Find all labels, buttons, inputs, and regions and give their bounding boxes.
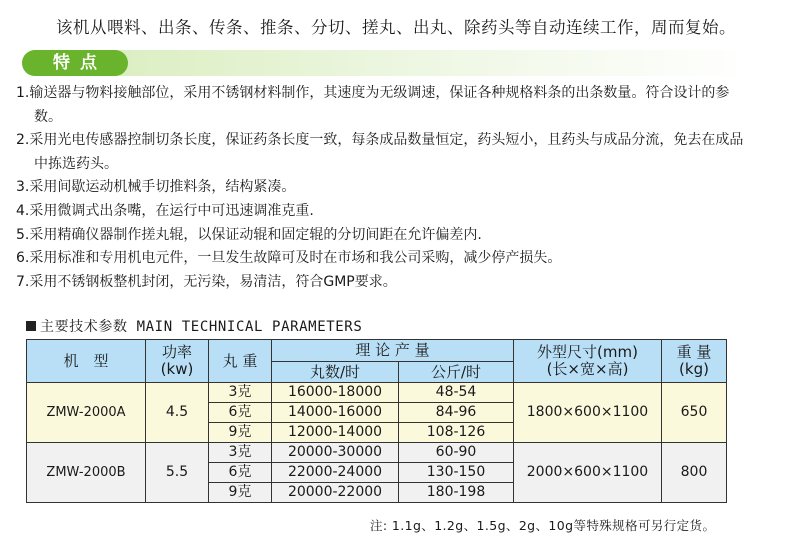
intro-text: 该机从喂料、出条、传条、推条、分切、搓丸、出丸、除药头等自动连续工作，周而复始。 xyxy=(56,18,736,37)
power-cell: 5.5 xyxy=(146,443,209,503)
header-kg-per-hour: 公斤/时 xyxy=(399,362,514,383)
features-banner xyxy=(22,50,754,76)
feature-item: 7.采用不锈钢板整机封闭，无污染，易清洁，符合GMP要求。 xyxy=(16,273,397,290)
header-weight-l2: (kg) xyxy=(679,360,709,378)
params-title: 主要技术参数 MAIN TECHNICAL PARAMETERS xyxy=(40,319,363,335)
features-title: 特点 xyxy=(22,50,128,76)
model-cell: ZMW-2000A xyxy=(27,383,146,443)
weight-cell: 650 xyxy=(662,383,727,443)
kg-per-hour-cell: 84-96 xyxy=(399,403,514,423)
header-power xyxy=(146,340,209,383)
header-dims xyxy=(514,340,662,383)
header-weight xyxy=(662,340,727,383)
weight-cell: 800 xyxy=(662,443,727,503)
pills-per-hour-cell: 12000-14000 xyxy=(272,423,399,443)
kg-per-hour-cell: 130-150 xyxy=(399,463,514,483)
header-model: 机 型 xyxy=(27,340,146,383)
header-pills-per-hour: 丸数/时 xyxy=(272,362,399,383)
kg-per-hour-cell: 48-54 xyxy=(399,383,514,403)
square-bullet-icon xyxy=(26,321,36,331)
pill-weight-cell: 3克 xyxy=(209,383,272,403)
kg-per-hour-cell: 60-90 xyxy=(399,443,514,463)
params-heading xyxy=(26,316,362,336)
table-header-row xyxy=(27,340,727,362)
table-row xyxy=(27,443,727,463)
kg-per-hour-cell: 108-126 xyxy=(399,423,514,443)
feature-item: 3.采用间歇运动机械手切推料条，结构紧凑。 xyxy=(16,179,296,196)
pills-per-hour-cell: 20000-22000 xyxy=(272,483,399,503)
pills-per-hour-cell: 20000-30000 xyxy=(272,443,399,463)
header-dims-l1: 外型尺寸(mm) xyxy=(537,343,638,361)
model-cell: ZMW-2000B xyxy=(27,443,146,503)
header-power-l1: 功率 xyxy=(161,343,192,361)
feature-item: 1.输送器与物料接触部位，采用不锈钢材料制作，其速度为无级调速，保证各种规格料条的出条数量。符合设计的参数。 xyxy=(16,85,730,125)
header-dims-l2: (长×宽×高) xyxy=(546,360,629,378)
parameters-table xyxy=(26,339,727,503)
header-pill-weight: 丸 重 xyxy=(209,340,272,383)
pill-weight-cell: 6克 xyxy=(209,463,272,483)
footnote: 注: 1.1g、1.2g、1.5g、2g、10g等特殊规格可另行定货。 xyxy=(370,518,716,533)
header-power-l2: (kw) xyxy=(160,360,194,378)
features-list xyxy=(16,82,756,294)
pills-per-hour-cell: 16000-18000 xyxy=(272,383,399,403)
feature-item: 2.采用光电传感器控制切条长度，保证药条长度一致，每条成品数量恒定，药头短小，且药头与成品分流，免去在成品中拣选药头。 xyxy=(16,132,744,172)
feature-item: 6.采用标准和专用机电元件，一旦发生故障可及时在市场和我公司采购，减少停产损失。 xyxy=(16,250,562,267)
pill-weight-cell: 9克 xyxy=(209,423,272,443)
dims-cell: 2000×600×1100 xyxy=(514,443,662,503)
dims-cell: 1800×600×1100 xyxy=(514,383,662,443)
banner-bar xyxy=(22,50,754,76)
feature-item: 5.采用精确仪器制作搓丸辊，以保证动辊和固定辊的分切间距在允许偏差内. xyxy=(16,226,482,243)
kg-per-hour-cell: 180-198 xyxy=(399,483,514,503)
pill-weight-cell: 9克 xyxy=(209,483,272,503)
pill-weight-cell: 3克 xyxy=(209,443,272,463)
header-capacity: 理 论 产 量 xyxy=(272,340,514,362)
pills-per-hour-cell: 14000-16000 xyxy=(272,403,399,423)
table-row xyxy=(27,383,727,403)
power-cell: 4.5 xyxy=(146,383,209,443)
pill-weight-cell: 6克 xyxy=(209,403,272,423)
pills-per-hour-cell: 22000-24000 xyxy=(272,463,399,483)
header-weight-l1: 重 量 xyxy=(676,343,712,361)
feature-item: 4.采用微调式出条嘴，在运行中可迅速调准克重. xyxy=(16,202,314,219)
